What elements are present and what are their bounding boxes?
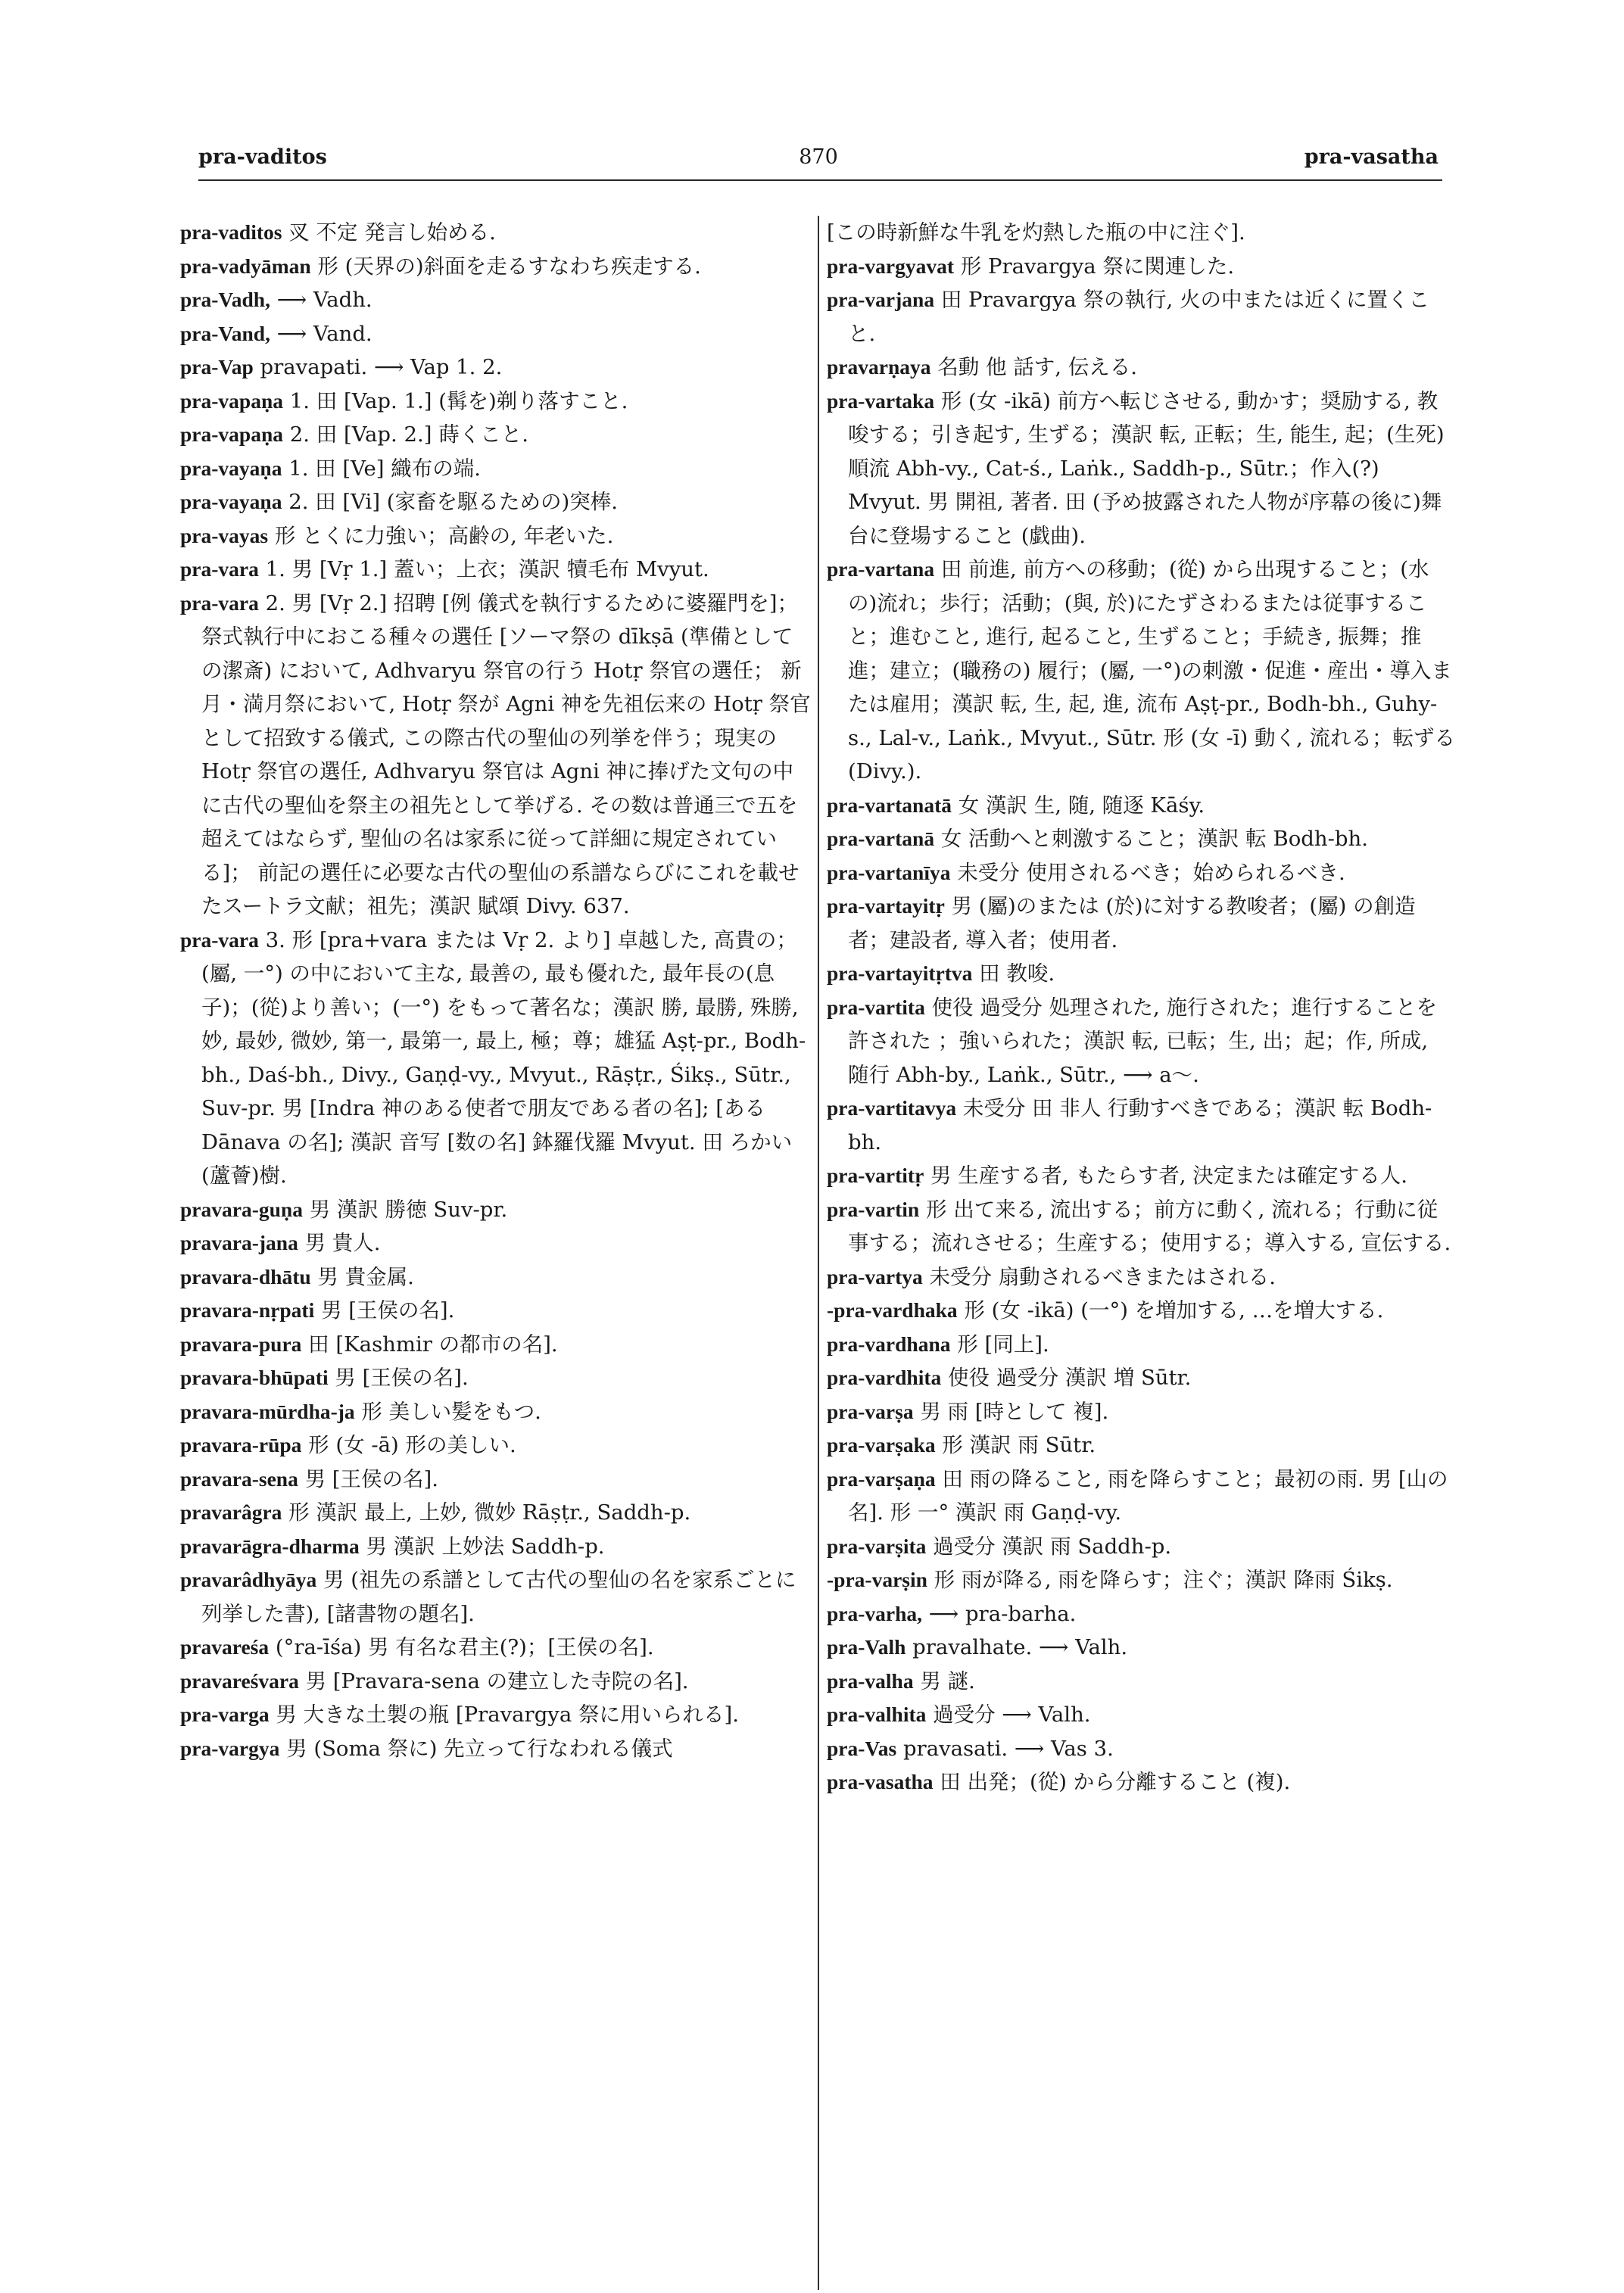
entry-headword: -pra-vardhaka [827, 1298, 958, 1322]
dictionary-entry [180, 418, 812, 452]
dictionary-entry [827, 822, 1455, 856]
entry-headword: pra-vartin [827, 1197, 920, 1221]
header-first-entry: pra-vaditos [198, 145, 327, 169]
dictionary-entry [827, 856, 1455, 890]
entry-definition: 田 [Kashmir の都市の名]. [301, 1332, 558, 1357]
dictionary-entry [180, 317, 812, 351]
entry-definition: 使役 過受分 処理された, 施行された；進行することを許された ；強いられた；漢訳 転, 已転；生, 出；起；作, 所成, 随行 Abh-by., Laṅk., Sūtr., ⟶ a～. [848, 995, 1438, 1087]
entry-definition: 1. 男 [Vṛ 1.] 蓋い；上衣；漢訳 犢毛布 Mvyut. [258, 557, 709, 581]
entry-headword: pra-varjana [827, 288, 935, 311]
entry-headword: pra-vayaṇa [180, 490, 282, 513]
entry-definition: 2. 田 [Vi] (家畜を駆るための)突棒. [282, 490, 618, 514]
entry-definition: 田 教唆. [972, 961, 1055, 986]
entry-definition: 男 貴人. [298, 1231, 381, 1255]
dictionary-entry [827, 1732, 1455, 1766]
entry-headword: pra-varga [180, 1703, 270, 1726]
dictionary-entry [827, 1428, 1455, 1463]
entry-headword: pra-vara [180, 557, 259, 581]
entry-definition: 形 雨が降る, 雨を降らす；注ぐ；漢訳 降雨 Śikṣ. [927, 1568, 1393, 1592]
header-rule [198, 179, 1442, 181]
entry-headword: pra-vapaṇa [180, 422, 283, 446]
entry-definition: ⟶ Vand. [270, 321, 372, 346]
entry-definition: 男 漢訳 上妙法 Saddh-p. [359, 1534, 605, 1559]
dictionary-entry [180, 1496, 812, 1530]
entry-definition: 㕚 不定 発言し始める. [282, 220, 496, 245]
dictionary-entry [180, 216, 812, 250]
dictionary-entry [827, 1395, 1455, 1429]
entry-headword: pravara-mūrdha-ja [180, 1399, 355, 1423]
entry-definition: 男 [Pravara-sena の建立した寺院の名]. [298, 1668, 689, 1693]
dictionary-entry [180, 452, 812, 486]
dictionary-entry [180, 1193, 812, 1227]
dictionary-entry [180, 485, 812, 519]
entry-definition: 形 美しい髪をもつ. [354, 1399, 541, 1424]
entry-headword: pra-vartita [827, 995, 925, 1019]
dictionary-entry [180, 1226, 812, 1260]
dictionary-entry [827, 385, 1455, 553]
entry-headword: pra-vargyavat [827, 254, 955, 278]
entry-definition: (°ra-īśa) 男 有名な君主(?)；[王侯の名]. [269, 1635, 654, 1659]
dictionary-entry [827, 1563, 1455, 1597]
entry-headword: pra-vartayitṛtva [827, 961, 973, 985]
entry-headword: pra-vayaṇa [180, 456, 282, 480]
entry-headword: pra-vardhana [827, 1332, 951, 1356]
dictionary-entry [180, 1732, 812, 1766]
entry-headword: pra-valhita [827, 1703, 927, 1726]
entry-headword: pravarṇaya [827, 355, 931, 379]
entry-definition: [この時新鮮な牛乳を灼熱した瓶の中に注ぐ]. [827, 220, 1245, 245]
entry-headword: pra-vartana [827, 557, 935, 581]
entry-definition: 2. 男 [Vṛ 2.] 招聘 [例 儀式を執行するために婆羅門を]； 祭式執行中におこる種々の選任 [ソーマ祭の dīkṣā (準備としての潔斎) において, Adhvaryu 祭官の行う Hotṛ 祭官の選任； 新月・満月祭において, Hotṛ 祭が Agni 神を先祖伝来の Hotṛ 祭官として招致する儀式, この際古代の聖仙の列挙を伴う；現実の Hotṛ 祭官の選任, Adhvaryu 祭官は Agni 神に捧げた文句の中に古代の聖仙を祭主の祖先として挙げる. その数は普通三で五を超えてはならず, 聖仙の名は家系に従って詳細に規定されている]； 前記の選任に必要な古代の聖仙の系譜ならびにこれを載せたスートラ文献；祖先；漢訳 賦頌 Divy. 637. [201, 590, 811, 918]
entry-headword: pravarâdhyāya [180, 1568, 317, 1591]
header-last-entry: pra-vasatha [1304, 145, 1439, 169]
entry-definition: 男 [王侯の名]. [298, 1466, 439, 1491]
entry-definition: 使役 過受分 漢訳 増 Sūtr. [941, 1366, 1192, 1390]
entry-headword: pra-vadyāman [180, 254, 311, 278]
dictionary-entry [827, 283, 1455, 350]
entry-definition: 形 漢訳 雨 Sūtr. [935, 1433, 1096, 1457]
dictionary-entry [827, 553, 1455, 789]
dictionary-entry [180, 1395, 812, 1429]
dictionary-entry [180, 385, 812, 419]
entry-headword: pra-Vap [180, 355, 254, 379]
entry-headword: pra-varṣa [827, 1399, 914, 1423]
dictionary-entry [180, 1463, 812, 1497]
entry-definition: 男 雨 [時として 複]. [913, 1399, 1109, 1424]
entry-headword: pravarâgra [180, 1500, 282, 1524]
entry-headword: -pra-varṣin [827, 1568, 927, 1591]
entry-headword: pra-vartaka [827, 388, 935, 413]
entry-definition: 田 出発；(從) から分離すること (複). [933, 1770, 1291, 1794]
dictionary-entry [827, 889, 1455, 957]
dictionary-entry [180, 553, 812, 587]
entry-definition: 田 前進, 前方への移動；(從) から出現すること；(水の)流れ；歩行；活動；(與, 於)にたずさわるまたは従事すること；進むこと, 進行, 起ること, 生ずること；手続き, 振舞；推進；建立；(職務の) 履行；(屬, 一°)の刺激・促進・産出・導入または雇用；漢訳 転, 生, 起, 進, 流布 Aṣṭ-pr., Bodh-bh., Guhy-s., Lal-v., Laṅk., Mvyut., Sūtr. 形 (女 -ī) 動く, 流れる；転ずる (Divy.). [848, 557, 1456, 784]
entry-definition: 田 Pravargya 祭の執行, 火の中または近くに置くこと. [848, 288, 1429, 346]
entry-definition: 過受分 漢訳 雨 Saddh-p. [926, 1534, 1172, 1559]
entry-definition: 男 謎. [913, 1668, 975, 1693]
dictionary-entry [827, 1631, 1455, 1665]
entry-headword: pra-vayas [180, 523, 269, 547]
entry-headword: pra-varṣaka [827, 1433, 936, 1456]
dictionary-entry [180, 283, 812, 317]
entry-headword: pra-vaditos [180, 220, 282, 244]
entry-headword: pravara-nṛpati [180, 1298, 315, 1322]
entry-definition: 過受分 ⟶ Valh. [926, 1703, 1091, 1727]
entry-headword: pravara-dhātu [180, 1264, 311, 1288]
entry-headword: pra-vara [180, 927, 259, 952]
dictionary-entry [180, 250, 812, 284]
entry-definition: pravalhate. ⟶ Valh. [906, 1635, 1128, 1659]
dictionary-entry [827, 1260, 1455, 1294]
entry-headword: pra-Vas [827, 1736, 897, 1760]
dictionary-entry [827, 1092, 1455, 1159]
entry-headword: pra-vartya [827, 1264, 923, 1288]
entry-headword: pra-vartayitṛ [827, 894, 945, 918]
dictionary-entry [827, 1193, 1455, 1260]
dictionary-entry [180, 1631, 812, 1665]
entry-headword: pra-vartitavya [827, 1096, 957, 1120]
entry-definition: 未受分 田 非人 行動すべきである；漢訳 転 Bodh-bh. [848, 1096, 1432, 1154]
entry-headword: pravara-pura [180, 1332, 302, 1356]
entry-headword: pra-valha [827, 1668, 914, 1693]
dictionary-entry [827, 991, 1455, 1092]
running-head [198, 145, 1439, 176]
entry-headword: pra-vartanīya [827, 860, 951, 884]
entry-definition: 形 とくに力強い；高齢の, 年老いた. [268, 523, 614, 548]
entry-headword: pra-vargya [180, 1736, 280, 1760]
entry-headword: pravara-jana [180, 1231, 298, 1254]
dictionary-entry [827, 1294, 1455, 1328]
entry-definition: 形 (女 -ikā) (一°) を増加する, …を増大する. [957, 1298, 1384, 1323]
dictionary-entry [827, 350, 1455, 385]
dictionary-entry [180, 1428, 812, 1463]
dictionary-entry [180, 924, 812, 1193]
dictionary-entry [827, 957, 1455, 991]
entry-definition: 男 [王侯の名]. [328, 1366, 469, 1390]
entry-definition: 未受分 扇動されるべきまたはされる. [922, 1264, 1276, 1289]
column-divider [818, 216, 819, 2290]
entry-definition: 形 Pravargya 祭に関連した. [954, 254, 1235, 279]
entry-definition: 男 (Soma 祭に) 先立って行なわれる儀式 [279, 1736, 673, 1761]
entry-definition: 形 (女 -ikā) 前方へ転じさせる, 動かす；奨励する, 教唆する；引き起す, 生ずる；漢訳 転, 正転；生, 能生, 起；(生死)順流 Abh-vy., Cat-ś., Laṅk., Saddh-p., Sūtr.；作入(?) Mvyut. 男 開祖, 著者. 田 (予め披露された人物が序幕の後に)舞台に登場すること (戯曲). [848, 388, 1445, 548]
dictionary-entry [827, 1328, 1455, 1362]
entry-headword: pravara-sena [180, 1466, 298, 1491]
dictionary-entry [180, 519, 812, 553]
entry-definition: 男 漢訳 勝徳 Suv-pr. [302, 1197, 508, 1222]
entry-headword: pra-Valh [827, 1635, 906, 1659]
dictionary-entry [827, 789, 1455, 823]
entry-definition: 形 (天界の)斜面を走るすなわち疾走する. [310, 254, 701, 279]
entry-definition: 男 貴金属. [310, 1264, 414, 1289]
entry-definition: pravasati. ⟶ Vas 3. [896, 1736, 1114, 1761]
dictionary-entry [827, 1765, 1455, 1799]
entry-definition: 未受分 使用されるべき；始められるべき. [950, 860, 1345, 885]
dictionary-entry [827, 1361, 1455, 1395]
dictionary-entry [180, 1260, 812, 1294]
entry-headword: pra-vara [180, 590, 259, 615]
entry-definition: 女 活動へと刺激すること；漢訳 転 Bodh-bh. [934, 827, 1368, 851]
entry-definition: 1. 田 [Ve] 織布の端. [282, 456, 481, 481]
entry-headword: pra-vartitṛ [827, 1164, 924, 1187]
entry-definition: 形 出て来る, 流出する；前方に動く, 流れる；行動に従事する；流れさせる；生産する；使用する；導入する, 宣伝する. [848, 1197, 1451, 1255]
entry-definition: 男 大きな土製の瓶 [Pravargya 祭に用いられる]. [269, 1703, 739, 1727]
dictionary-entry [827, 1665, 1455, 1699]
entry-definition: 名動 他 話す, 伝える. [930, 355, 1137, 379]
dictionary-entry [180, 1665, 812, 1699]
dictionary-entry [180, 1294, 812, 1328]
entry-headword: pravarāgra-dharma [180, 1534, 360, 1558]
entry-headword: pra-vapaṇa [180, 388, 283, 413]
entry-definition: 男 (屬)のまたは (於)に対する教唆者；(屬) の創造者；建設者, 導入者；使用者. [848, 894, 1416, 952]
entry-headword: pra-Vadh, [180, 288, 270, 311]
dictionary-entry [827, 1698, 1455, 1732]
entry-definition: 女 漢訳 生, 随, 随逐 Kāśy. [951, 793, 1205, 818]
dictionary-entry [180, 350, 812, 385]
entry-headword: pra-varha, [827, 1601, 923, 1625]
dictionary-entry [827, 1597, 1455, 1631]
entry-headword: pra-vasatha [827, 1770, 934, 1793]
dictionary-entry [180, 1361, 812, 1395]
entry-definition: 男 生産する者, もたらす者, 決定または確定する人. [924, 1164, 1407, 1188]
dictionary-entry [180, 1698, 812, 1732]
entry-definition: 形 [同上]. [950, 1332, 1049, 1357]
entry-definition: 田 雨の降ること, 雨を降らすこと；最初の雨. 男 [山の名]. 形 一° 漢訳 雨 Gaṇḍ-vy. [848, 1466, 1448, 1525]
page-number: 870 [799, 145, 838, 169]
entry-headword: pravara-rūpa [180, 1433, 302, 1456]
dictionary-entry [827, 216, 1455, 250]
entry-definition: 形 漢訳 最上, 上妙, 微妙 Rāṣṭr., Saddh-p. [282, 1500, 691, 1525]
dictionary-entry [180, 587, 812, 924]
entry-definition: 男 [王侯の名]. [314, 1298, 455, 1323]
entry-definition: 男 (祖先の系譜として古代の聖仙の名を家系ごとに列挙した書), [諸書物の題名]. [201, 1568, 796, 1626]
dictionary-entry [180, 1530, 812, 1564]
entry-definition: 3. 形 [pra+vara または Vṛ 2. より] 卓越した, 高貴の；(屬, 一°) の中において主な, 最善の, 最も優れた, 最年長の(息子)；(從)より善い；(一°) をもって著名な；漢訳 勝, 最勝, 殊勝, 妙, 最妙, 微妙, 第一, 最第一, 最上, 極；尊；雄猛 Aṣṭ-pr., Bodh-bh., Daś-bh., Divy., Gaṇḍ-vy., Mvyut., Rāṣṭr., Śikṣ., Sūtr., Suv-pr. 男 [Indra 神のある使者で朋友である者の名]; [ある Dānava の名]; 漢訳 音写 [数の名] 鉢羅伐羅 Mvyut. 田 ろかい(蘆薈)樹. [201, 927, 806, 1188]
entry-headword: pra-varṣita [827, 1534, 927, 1558]
entry-headword: pravareśvara [180, 1668, 299, 1693]
entry-headword: pravara-bhūpati [180, 1366, 329, 1389]
dictionary-entry [827, 1530, 1455, 1564]
entry-definition: 1. 田 [Vap. 1.] (髯を)剃り落すこと. [283, 388, 628, 413]
dictionary-entry [827, 1159, 1455, 1193]
entry-definition: 形 (女 -ā) 形の美しい. [301, 1433, 516, 1457]
entry-headword: pravareśa [180, 1635, 270, 1659]
dictionary-entry [827, 250, 1455, 284]
entry-definition: ⟶ pra-barha. [922, 1601, 1077, 1626]
entry-definition: ⟶ Vadh. [270, 288, 372, 312]
entry-headword: pra-vardhita [827, 1366, 942, 1389]
right-column [827, 216, 1455, 1799]
entry-headword: pra-Vand, [180, 321, 270, 345]
entry-headword: pravara-guṇa [180, 1197, 303, 1221]
dictionary-entry [827, 1463, 1455, 1530]
entry-headword: pra-varṣaṇa [827, 1466, 936, 1491]
entry-headword: pra-vartanā [827, 827, 935, 850]
dictionary-entry [180, 1328, 812, 1362]
entry-definition: pravapati. ⟶ Vap 1. 2. [253, 355, 503, 379]
dictionary-entry [180, 1563, 812, 1631]
entry-definition: 2. 田 [Vap. 2.] 蒔くこと. [283, 422, 528, 447]
entry-headword: pra-vartanatā [827, 793, 952, 817]
left-column [180, 216, 812, 1765]
